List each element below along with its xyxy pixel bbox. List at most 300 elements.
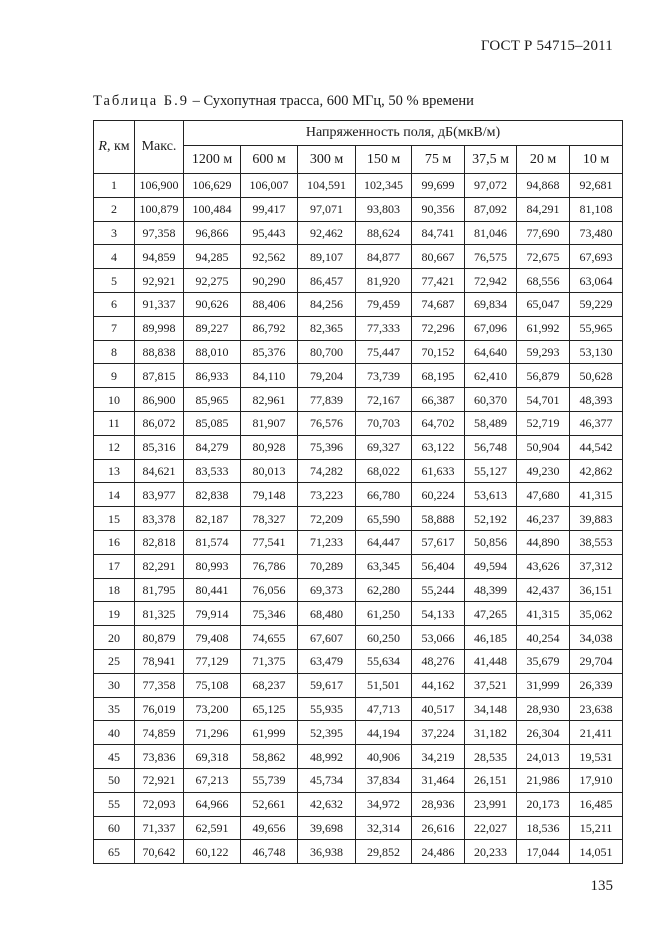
value-cell: 75,447 [356, 340, 412, 364]
value-cell: 83,977 [135, 483, 184, 507]
value-cell: 71,296 [184, 721, 241, 745]
value-cell: 59,229 [570, 292, 623, 316]
header-height: 1200 м [184, 146, 241, 174]
value-cell: 54,133 [412, 602, 465, 626]
distance-cell: 40 [94, 721, 135, 745]
table-row [94, 578, 623, 602]
value-cell: 62,280 [356, 578, 412, 602]
value-cell: 78,327 [241, 507, 298, 531]
value-cell: 20,233 [465, 840, 517, 864]
distance-cell: 2 [94, 197, 135, 221]
value-cell: 47,713 [356, 697, 412, 721]
value-cell: 86,900 [135, 388, 184, 412]
value-cell: 70,703 [356, 411, 412, 435]
value-cell: 28,535 [465, 745, 517, 769]
value-cell: 88,624 [356, 221, 412, 245]
value-cell: 71,337 [135, 816, 184, 840]
value-cell: 86,072 [135, 411, 184, 435]
value-cell: 61,992 [517, 316, 570, 340]
value-cell: 42,632 [298, 792, 356, 816]
value-cell: 84,877 [356, 245, 412, 269]
header-height: 75 м [412, 146, 465, 174]
value-cell: 55,127 [465, 459, 517, 483]
value-cell: 53,613 [465, 483, 517, 507]
value-cell: 42,437 [517, 578, 570, 602]
value-cell: 58,862 [241, 745, 298, 769]
value-cell: 75,396 [298, 435, 356, 459]
value-cell: 50,628 [570, 364, 623, 388]
value-cell: 62,591 [184, 816, 241, 840]
value-cell: 26,151 [465, 768, 517, 792]
table-header [94, 121, 623, 174]
value-cell: 68,022 [356, 459, 412, 483]
caption-prefix: Таблица Б.9 [93, 93, 189, 109]
value-cell: 106,900 [135, 174, 184, 198]
value-cell: 59,293 [517, 340, 570, 364]
distance-cell: 4 [94, 245, 135, 269]
value-cell: 71,233 [298, 530, 356, 554]
value-cell: 71,375 [241, 649, 298, 673]
value-cell: 67,607 [298, 626, 356, 650]
value-cell: 74,859 [135, 721, 184, 745]
value-cell: 56,748 [465, 435, 517, 459]
value-cell: 44,542 [570, 435, 623, 459]
header-height: 20 м [517, 146, 570, 174]
value-cell: 99,699 [412, 174, 465, 198]
table-row [94, 269, 623, 293]
value-cell: 23,638 [570, 697, 623, 721]
value-cell: 69,373 [298, 578, 356, 602]
value-cell: 85,965 [184, 388, 241, 412]
value-cell: 77,333 [356, 316, 412, 340]
distance-cell: 50 [94, 768, 135, 792]
value-cell: 100,484 [184, 197, 241, 221]
value-cell: 80,928 [241, 435, 298, 459]
value-cell: 96,866 [184, 221, 241, 245]
table-row [94, 221, 623, 245]
value-cell: 85,085 [184, 411, 241, 435]
distance-cell: 20 [94, 626, 135, 650]
distance-cell: 12 [94, 435, 135, 459]
value-cell: 48,276 [412, 649, 465, 673]
value-cell: 55,935 [298, 697, 356, 721]
table-row [94, 435, 623, 459]
value-cell: 39,883 [570, 507, 623, 531]
value-cell: 82,961 [241, 388, 298, 412]
value-cell: 76,576 [298, 411, 356, 435]
value-cell: 106,629 [184, 174, 241, 198]
value-cell: 88,838 [135, 340, 184, 364]
table-row [94, 673, 623, 697]
value-cell: 82,838 [184, 483, 241, 507]
header-height: 37,5 м [465, 146, 517, 174]
value-cell: 73,739 [356, 364, 412, 388]
value-cell: 40,517 [412, 697, 465, 721]
value-cell: 77,358 [135, 673, 184, 697]
field-strength-table [93, 120, 623, 864]
value-cell: 29,852 [356, 840, 412, 864]
value-cell: 17,044 [517, 840, 570, 864]
distance-cell: 5 [94, 269, 135, 293]
value-cell: 63,122 [412, 435, 465, 459]
distance-cell: 17 [94, 554, 135, 578]
table-row [94, 840, 623, 864]
value-cell: 72,675 [517, 245, 570, 269]
value-cell: 83,378 [135, 507, 184, 531]
value-cell: 36,151 [570, 578, 623, 602]
distance-cell: 45 [94, 745, 135, 769]
value-cell: 68,556 [517, 269, 570, 293]
value-cell: 65,047 [517, 292, 570, 316]
value-cell: 70,152 [412, 340, 465, 364]
value-cell: 81,108 [570, 197, 623, 221]
value-cell: 70,642 [135, 840, 184, 864]
table-row [94, 411, 623, 435]
value-cell: 69,834 [465, 292, 517, 316]
value-cell: 44,890 [517, 530, 570, 554]
table-row [94, 816, 623, 840]
value-cell: 80,013 [241, 459, 298, 483]
value-cell: 84,621 [135, 459, 184, 483]
value-cell: 41,315 [517, 602, 570, 626]
value-cell: 92,921 [135, 269, 184, 293]
header-height: 10 м [570, 146, 623, 174]
value-cell: 37,224 [412, 721, 465, 745]
value-cell: 80,700 [298, 340, 356, 364]
value-cell: 68,237 [241, 673, 298, 697]
value-cell: 94,868 [517, 174, 570, 198]
table-row [94, 768, 623, 792]
distance-cell: 6 [94, 292, 135, 316]
value-cell: 59,617 [298, 673, 356, 697]
value-cell: 44,162 [412, 673, 465, 697]
value-cell: 21,411 [570, 721, 623, 745]
value-cell: 77,690 [517, 221, 570, 245]
value-cell: 84,291 [517, 197, 570, 221]
value-cell: 60,250 [356, 626, 412, 650]
value-cell: 21,986 [517, 768, 570, 792]
distance-cell: 15 [94, 507, 135, 531]
value-cell: 32,314 [356, 816, 412, 840]
value-cell: 50,904 [517, 435, 570, 459]
value-cell: 89,227 [184, 316, 241, 340]
value-cell: 80,667 [412, 245, 465, 269]
value-cell: 82,818 [135, 530, 184, 554]
value-cell: 28,936 [412, 792, 465, 816]
value-cell: 70,289 [298, 554, 356, 578]
value-cell: 76,019 [135, 697, 184, 721]
value-cell: 106,007 [241, 174, 298, 198]
value-cell: 28,930 [517, 697, 570, 721]
value-cell: 92,562 [241, 245, 298, 269]
value-cell: 63,064 [570, 269, 623, 293]
caption-title: Сухопутная трасса, 600 МГц, 50 % времени [203, 93, 474, 109]
value-cell: 87,815 [135, 364, 184, 388]
value-cell: 34,148 [465, 697, 517, 721]
value-cell: 63,479 [298, 649, 356, 673]
value-cell: 39,698 [298, 816, 356, 840]
value-cell: 77,839 [298, 388, 356, 412]
table-row [94, 245, 623, 269]
value-cell: 86,792 [241, 316, 298, 340]
value-cell: 40,906 [356, 745, 412, 769]
value-cell: 53,066 [412, 626, 465, 650]
value-cell: 52,719 [517, 411, 570, 435]
value-cell: 23,991 [465, 792, 517, 816]
value-cell: 16,485 [570, 792, 623, 816]
value-cell: 79,204 [298, 364, 356, 388]
table-row [94, 340, 623, 364]
value-cell: 57,617 [412, 530, 465, 554]
value-cell: 86,457 [298, 269, 356, 293]
table-caption [93, 93, 474, 110]
table-row [94, 292, 623, 316]
distance-cell: 13 [94, 459, 135, 483]
value-cell: 62,410 [465, 364, 517, 388]
value-cell: 52,192 [465, 507, 517, 531]
distance-cell: 8 [94, 340, 135, 364]
header-r-km: R, км [94, 121, 135, 174]
value-cell: 55,965 [570, 316, 623, 340]
value-cell: 90,290 [241, 269, 298, 293]
value-cell: 49,230 [517, 459, 570, 483]
value-cell: 95,443 [241, 221, 298, 245]
value-cell: 74,687 [412, 292, 465, 316]
value-cell: 49,594 [465, 554, 517, 578]
value-cell: 61,999 [241, 721, 298, 745]
value-cell: 53,130 [570, 340, 623, 364]
value-cell: 41,315 [570, 483, 623, 507]
value-cell: 65,590 [356, 507, 412, 531]
distance-cell: 11 [94, 411, 135, 435]
value-cell: 31,999 [517, 673, 570, 697]
table-row [94, 459, 623, 483]
value-cell: 51,501 [356, 673, 412, 697]
value-cell: 81,907 [241, 411, 298, 435]
value-cell: 89,998 [135, 316, 184, 340]
page-number: 135 [590, 878, 613, 894]
value-cell: 73,836 [135, 745, 184, 769]
value-cell: 66,387 [412, 388, 465, 412]
value-cell: 64,966 [184, 792, 241, 816]
value-cell: 92,275 [184, 269, 241, 293]
value-cell: 48,992 [298, 745, 356, 769]
value-cell: 35,679 [517, 649, 570, 673]
value-cell: 61,633 [412, 459, 465, 483]
value-cell: 18,536 [517, 816, 570, 840]
table-row [94, 745, 623, 769]
value-cell: 84,110 [241, 364, 298, 388]
value-cell: 75,346 [241, 602, 298, 626]
table-row [94, 649, 623, 673]
header-height: 150 м [356, 146, 412, 174]
value-cell: 58,489 [465, 411, 517, 435]
table-row [94, 197, 623, 221]
value-cell: 34,038 [570, 626, 623, 650]
value-cell: 72,921 [135, 768, 184, 792]
value-cell: 79,408 [184, 626, 241, 650]
value-cell: 81,795 [135, 578, 184, 602]
value-cell: 104,591 [298, 174, 356, 198]
distance-cell: 65 [94, 840, 135, 864]
value-cell: 60,224 [412, 483, 465, 507]
value-cell: 49,656 [241, 816, 298, 840]
header-height: 300 м [298, 146, 356, 174]
value-cell: 97,358 [135, 221, 184, 245]
distance-cell: 18 [94, 578, 135, 602]
value-cell: 80,993 [184, 554, 241, 578]
table-row [94, 697, 623, 721]
value-cell: 31,182 [465, 721, 517, 745]
value-cell: 69,318 [184, 745, 241, 769]
distance-cell: 14 [94, 483, 135, 507]
value-cell: 81,920 [356, 269, 412, 293]
table-row [94, 554, 623, 578]
value-cell: 84,279 [184, 435, 241, 459]
value-cell: 22,027 [465, 816, 517, 840]
value-cell: 72,209 [298, 507, 356, 531]
value-cell: 92,462 [298, 221, 356, 245]
table-row [94, 602, 623, 626]
value-cell: 46,748 [241, 840, 298, 864]
value-cell: 61,250 [356, 602, 412, 626]
value-cell: 82,187 [184, 507, 241, 531]
value-cell: 99,417 [241, 197, 298, 221]
table-row [94, 626, 623, 650]
value-cell: 87,092 [465, 197, 517, 221]
distance-cell: 55 [94, 792, 135, 816]
value-cell: 36,938 [298, 840, 356, 864]
value-cell: 73,223 [298, 483, 356, 507]
value-cell: 67,096 [465, 316, 517, 340]
value-cell: 68,480 [298, 602, 356, 626]
value-cell: 77,541 [241, 530, 298, 554]
value-cell: 37,312 [570, 554, 623, 578]
value-cell: 69,327 [356, 435, 412, 459]
table-row [94, 530, 623, 554]
value-cell: 26,304 [517, 721, 570, 745]
value-cell: 64,447 [356, 530, 412, 554]
value-cell: 72,296 [412, 316, 465, 340]
value-cell: 93,803 [356, 197, 412, 221]
distance-cell: 9 [94, 364, 135, 388]
value-cell: 31,464 [412, 768, 465, 792]
value-cell: 75,108 [184, 673, 241, 697]
value-cell: 45,734 [298, 768, 356, 792]
value-cell: 76,056 [241, 578, 298, 602]
value-cell: 29,704 [570, 649, 623, 673]
value-cell: 26,616 [412, 816, 465, 840]
value-cell: 42,862 [570, 459, 623, 483]
distance-cell: 35 [94, 697, 135, 721]
value-cell: 48,393 [570, 388, 623, 412]
value-cell: 64,702 [412, 411, 465, 435]
value-cell: 81,325 [135, 602, 184, 626]
value-cell: 102,345 [356, 174, 412, 198]
value-cell: 90,626 [184, 292, 241, 316]
value-cell: 74,282 [298, 459, 356, 483]
value-cell: 94,859 [135, 245, 184, 269]
value-cell: 20,173 [517, 792, 570, 816]
value-cell: 54,701 [517, 388, 570, 412]
value-cell: 82,291 [135, 554, 184, 578]
value-cell: 85,376 [241, 340, 298, 364]
value-cell: 24,013 [517, 745, 570, 769]
distance-cell: 7 [94, 316, 135, 340]
value-cell: 41,448 [465, 649, 517, 673]
value-cell: 47,265 [465, 602, 517, 626]
value-cell: 72,093 [135, 792, 184, 816]
value-cell: 86,933 [184, 364, 241, 388]
value-cell: 65,125 [241, 697, 298, 721]
distance-cell: 10 [94, 388, 135, 412]
value-cell: 79,914 [184, 602, 241, 626]
value-cell: 46,377 [570, 411, 623, 435]
distance-cell: 30 [94, 673, 135, 697]
value-cell: 38,553 [570, 530, 623, 554]
value-cell: 56,404 [412, 554, 465, 578]
header-max: Макс. [135, 121, 184, 174]
value-cell: 90,356 [412, 197, 465, 221]
value-cell: 67,693 [570, 245, 623, 269]
value-cell: 34,972 [356, 792, 412, 816]
value-cell: 77,421 [412, 269, 465, 293]
value-cell: 15,211 [570, 816, 623, 840]
value-cell: 79,148 [241, 483, 298, 507]
value-cell: 88,010 [184, 340, 241, 364]
value-cell: 67,213 [184, 768, 241, 792]
value-cell: 82,365 [298, 316, 356, 340]
value-cell: 80,879 [135, 626, 184, 650]
distance-cell: 16 [94, 530, 135, 554]
value-cell: 55,244 [412, 578, 465, 602]
value-cell: 35,062 [570, 602, 623, 626]
header-field-strength: Напряженность поля, дБ(мкВ/м) [184, 121, 623, 146]
value-cell: 55,739 [241, 768, 298, 792]
value-cell: 58,888 [412, 507, 465, 531]
value-cell: 80,441 [184, 578, 241, 602]
value-cell: 81,574 [184, 530, 241, 554]
value-cell: 73,480 [570, 221, 623, 245]
value-cell: 81,046 [465, 221, 517, 245]
value-cell: 48,399 [465, 578, 517, 602]
value-cell: 37,834 [356, 768, 412, 792]
value-cell: 64,640 [465, 340, 517, 364]
table-row [94, 721, 623, 745]
value-cell: 63,345 [356, 554, 412, 578]
value-cell: 84,256 [298, 292, 356, 316]
table-row [94, 316, 623, 340]
value-cell: 14,051 [570, 840, 623, 864]
value-cell: 19,531 [570, 745, 623, 769]
value-cell: 73,200 [184, 697, 241, 721]
value-cell: 85,316 [135, 435, 184, 459]
value-cell: 97,071 [298, 197, 356, 221]
value-cell: 37,521 [465, 673, 517, 697]
distance-cell: 3 [94, 221, 135, 245]
value-cell: 26,339 [570, 673, 623, 697]
value-cell: 43,626 [517, 554, 570, 578]
table-row [94, 507, 623, 531]
table-row [94, 388, 623, 412]
distance-cell: 19 [94, 602, 135, 626]
value-cell: 74,655 [241, 626, 298, 650]
table-row [94, 483, 623, 507]
value-cell: 44,194 [356, 721, 412, 745]
value-cell: 56,879 [517, 364, 570, 388]
value-cell: 17,910 [570, 768, 623, 792]
value-cell: 88,406 [241, 292, 298, 316]
